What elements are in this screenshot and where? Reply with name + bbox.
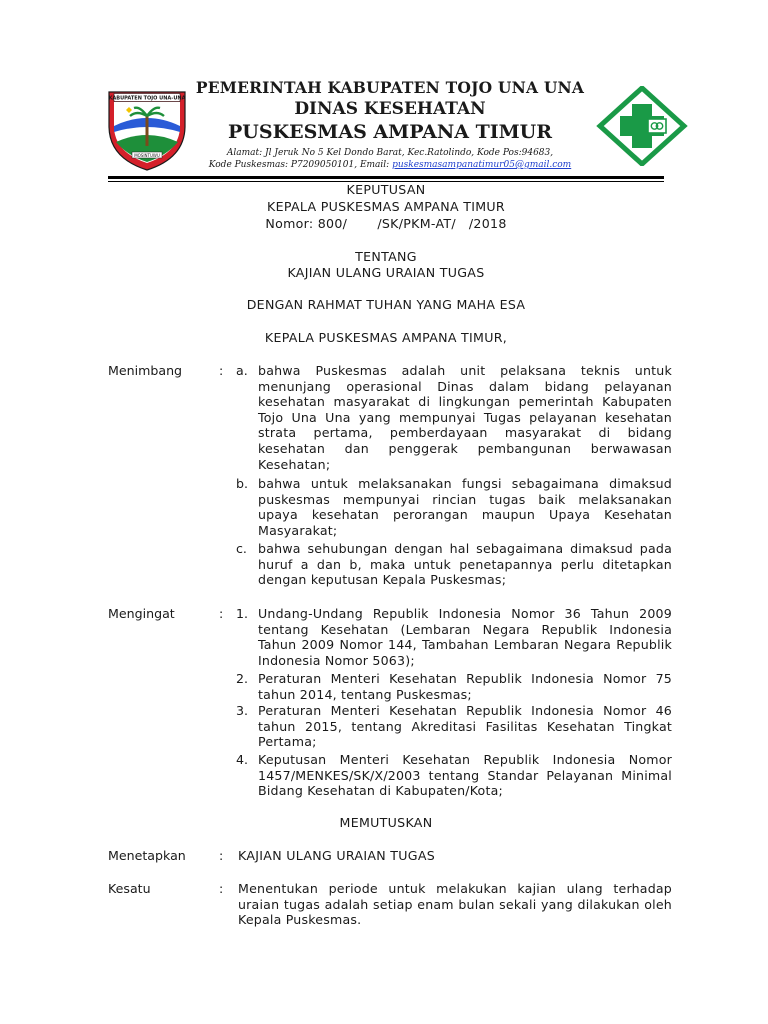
emblem-title-text: KABUPATEN TOJO UNA-UNA — [108, 95, 186, 102]
letterhead-rule-thick — [108, 176, 664, 179]
mengingat-mark-4: 4. — [236, 752, 249, 767]
menimbang-colon: : — [219, 363, 224, 378]
code-email-line — [170, 159, 610, 171]
kesatu-label: Kesatu — [108, 881, 151, 896]
decree-title: KEPUTUSAN — [346, 182, 426, 197]
menimbang-item-c: bahwa sehubungan dengan hal sebagaimana dimaksud pada huruf a dan b, maka untuk penetapannya perlu ditetapkan dengan keputusan Kepala Puskesmas; — [258, 541, 672, 588]
menetapkan-text: KAJIAN ULANG URAIAN TUGAS — [238, 848, 436, 863]
letterhead — [0, 0, 768, 182]
government-name: PEMERINTAH KABUPATEN TOJO UNA UNA — [195, 78, 585, 97]
about-label: TENTANG — [355, 249, 417, 264]
decree-issuer: KEPALA PUSKESMAS AMPANA TIMUR — [267, 199, 505, 214]
mengingat-mark-3: 3. — [236, 703, 249, 718]
mengingat-item-2: Peraturan Menteri Kesehatan Republik Indonesia Nomor 75 tahun 2014, tentang Puskesmas; — [258, 671, 672, 702]
mengingat-colon: : — [219, 606, 224, 621]
mengingat-item-4: Keputusan Menteri Kesehatan Republik Indonesia Nomor 1457/MENKES/SK/X/2003 tentang Standar Pelayanan Minimal Bidang Kesehatan di Kabupaten/Kota; — [258, 752, 672, 799]
letterhead-address — [170, 147, 610, 171]
menimbang-mark-c: c. — [236, 541, 247, 556]
kesatu-text: Menentukan periode untuk melakukan kajian ulang terhadap uraian tugas adalah setiap enam bulan sekali yang dilakukan oleh Kepala Puskesmas. — [238, 881, 672, 928]
mengingat-mark-2: 2. — [236, 671, 249, 686]
puskesmas-cross-logo-icon — [596, 86, 688, 166]
puskesmas-code: Kode Puskesmas: P7209050101, Email: — [208, 160, 393, 170]
blessing-line: DENGAN RAHMAT TUHAN YANG MAHA ESA — [246, 297, 526, 312]
decree-number: Nomor: 800/ /SK/PKM-AT/ /2018 — [265, 216, 507, 231]
puskesmas-name: PUSKESMAS AMPANA TIMUR — [228, 121, 552, 143]
menetapkan-label: Menetapkan — [108, 848, 186, 863]
menimbang-mark-b: b. — [236, 476, 248, 491]
mengingat-label: Mengingat — [108, 606, 175, 621]
mengingat-mark-1: 1. — [236, 606, 249, 621]
mengingat-item-1: Undang-Undang Republik Indonesia Nomor 36 Tahun 2009 tentang Kesehatan (Lembaran Negara Republik Indonesia Tahun 2009 Nomor 144, Tambahan Lembaran Negara Republik Indonesia Nomor 5063); — [258, 606, 672, 668]
mengingat-item-3: Peraturan Menteri Kesehatan Republik Indonesia Nomor 46 tahun 2015, tentang Akreditasi Fasilitas Kesehatan Tingkat Pertama; — [258, 703, 672, 750]
menimbang-mark-a: a. — [236, 363, 248, 378]
menimbang-item-a: bahwa Puskesmas adalah unit pelaksana teknis untuk menunjang operasional Dinas dalam bidang pelayanan kesehatan masyarakat di lingkungan pemerintah Kabupaten Tojo Una Una yang mempunyai Tugas pelayanan kesehatan strata pertama, pemberdayaan masyarakat di bidang kesehatan dan penggerak pembangunan berwawasan Kesehatan; — [258, 363, 672, 472]
email-link[interactable]: puskesmasampanatimur05@gmail.com — [392, 160, 572, 170]
decree-subject: KAJIAN ULANG URAIAN TUGAS — [287, 265, 485, 280]
address-line: Alamat: Jl Jeruk No 5 Kel Dondo Barat, Kec.Ratolindo, Kode Pos:94683, — [226, 148, 554, 158]
official-line: KEPALA PUSKESMAS AMPANA TIMUR, — [264, 330, 508, 345]
decision-heading: MEMUTUSKAN — [339, 815, 433, 830]
menimbang-item-b: bahwa untuk melaksanakan fungsi sebagaimana dimaksud puskesmas mempunyai rincian tugas baik melaksanakan upaya kesehatan perorangan maupun Upaya Kesehatan Masyarakat; — [258, 476, 672, 538]
menimbang-label: Menimbang — [108, 363, 183, 378]
kesatu-colon: : — [219, 881, 224, 896]
emblem-motto-text: MOSINTUWU — [134, 152, 160, 158]
agency-name: DINAS KESEHATAN — [294, 99, 486, 119]
menetapkan-colon: : — [219, 848, 224, 863]
